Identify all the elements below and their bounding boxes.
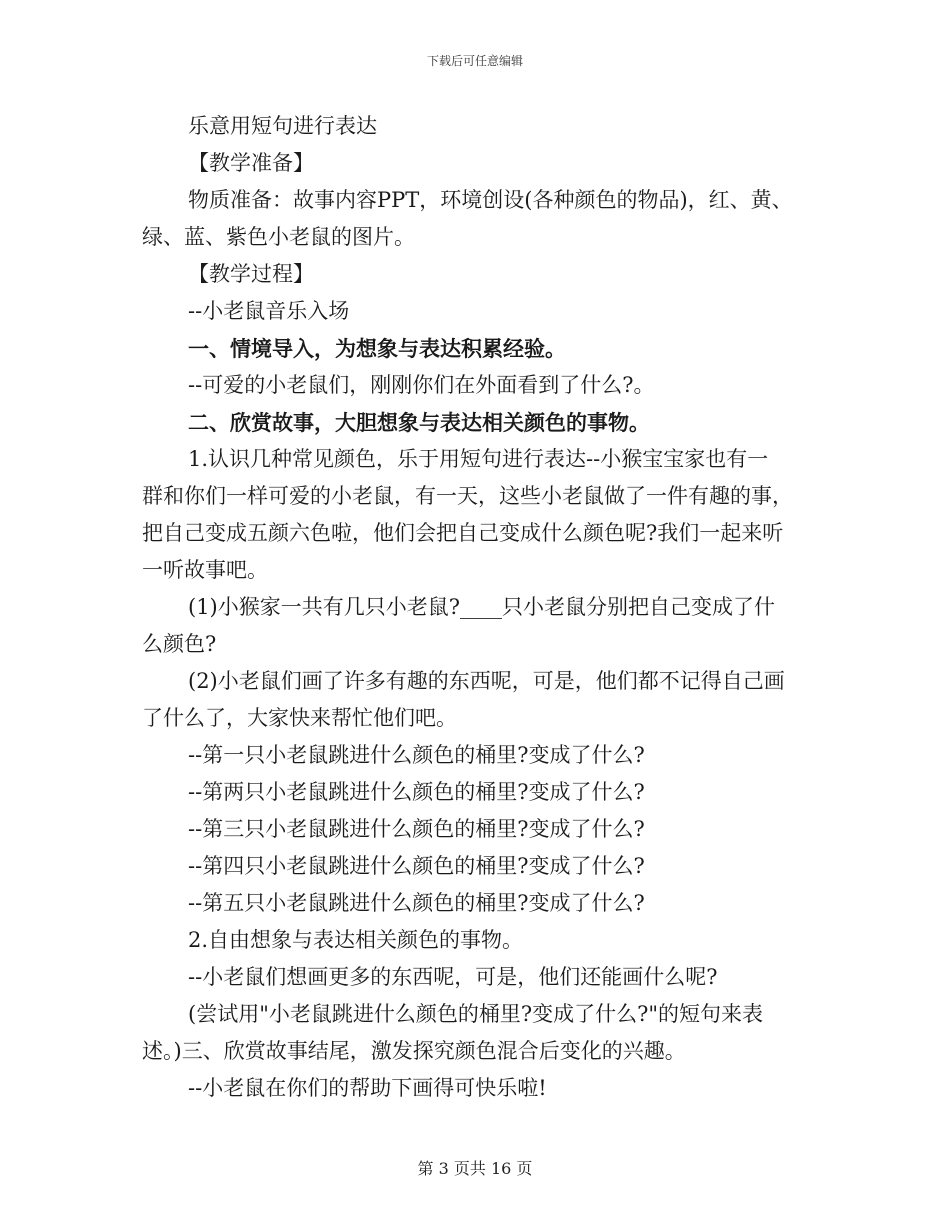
text-line: --小老鼠在你们的帮助下画得可快乐啦!: [188, 1076, 547, 1100]
text-line: 【教学准备】: [188, 151, 314, 175]
text-line: 1.认识几种常见颜色，乐于用短句进行表达--小猴宝宝家也有一: [188, 447, 769, 471]
text-line: (2)小老鼠们画了许多有趣的东西呢，可是，他们都不记得自己画: [188, 669, 785, 693]
text-line: (1)小猴家一共有几只小老鼠?____只小老鼠分别把自己变成了什: [188, 595, 776, 619]
text-line: --第一只小老鼠跳进什么颜色的桶里?变成了什么?: [188, 743, 645, 767]
text-line: (尝试用"小老鼠跳进什么颜色的桶里?变成了什么?"的短句来表: [188, 1002, 764, 1026]
text-line: 绿、蓝、紫色小老鼠的图片。: [142, 225, 415, 249]
text-line: --小老鼠们想画更多的东西呢，可是，他们还能画什么呢?: [188, 965, 718, 989]
text-line: 把自己变成五颜六色啦，他们会把自己变成什么颜色呢?我们一起来听: [142, 521, 784, 545]
text-line: --小老鼠音乐入场: [188, 299, 350, 323]
text-line: --可爱的小老鼠们，刚刚你们在外面看到了什么?。: [188, 373, 655, 397]
text-line: 2.自由想象与表达相关颜色的事物。: [188, 928, 524, 952]
text-line: 物质准备：故事内容PPT，环境创设(各种颜色的物品)，红、黄、: [188, 188, 793, 212]
page-footer: 第 3 页共 16 页: [417, 1159, 533, 1178]
text-line: 【教学过程】: [188, 262, 314, 286]
text-line: --第三只小老鼠跳进什么颜色的桶里?变成了什么?: [188, 817, 645, 841]
page-header: 下载后可任意编辑: [426, 54, 523, 68]
document-body: [142, 108, 812, 1107]
text-line: 述。)三、欣赏故事结尾，激发探究颜色混合后变化的兴趣。: [142, 1039, 686, 1063]
text-line: 群和你们一样可爱的小老鼠，有一天，这些小老鼠做了一件有趣的事，: [142, 484, 793, 508]
text-line: 了什么了，大家快来帮忙他们吧。: [142, 706, 457, 730]
text-line: --第两只小老鼠跳进什么颜色的桶里?变成了什么?: [188, 780, 645, 804]
text-line: 乐意用短句进行表达: [188, 114, 377, 138]
section-heading-line: 一、情境导入，为想象与表达积累经验。: [188, 336, 566, 361]
text-line: 一听故事吧。: [142, 558, 268, 582]
section-heading-line: 二、欣赏故事，大胆想象与表达相关颜色的事物。: [188, 410, 650, 435]
text-line: 么颜色?: [142, 632, 217, 656]
text-line: --第四只小老鼠跳进什么颜色的桶里?变成了什么?: [188, 854, 645, 878]
text-line: --第五只小老鼠跳进什么颜色的桶里?变成了什么?: [188, 891, 645, 915]
